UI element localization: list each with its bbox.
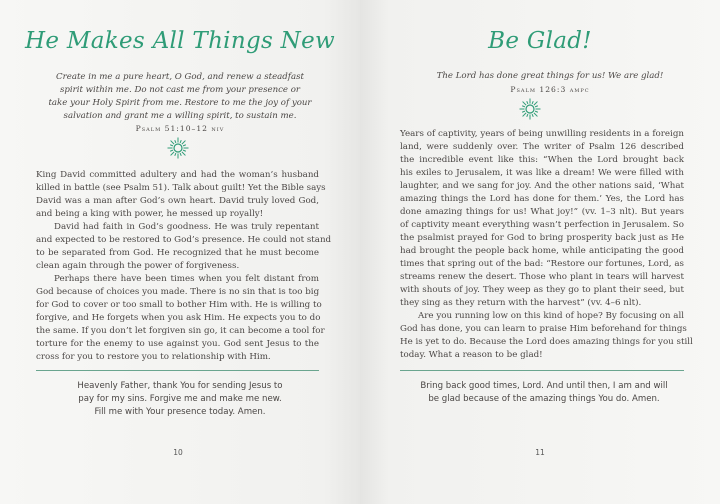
paragraph — [400, 310, 693, 362]
prayer — [396, 380, 692, 406]
text-line: times that spring out of the bad: “Restore our fortunes, Lord, as — [400, 259, 684, 269]
page-number: 11 — [535, 448, 545, 457]
text-line: amazing things the Lord has done for them.’ Yes, the Lord has — [400, 194, 684, 204]
epigraph — [30, 71, 330, 123]
paragraph — [36, 273, 325, 364]
text-line: streams renew the desert. Those who plant in tears will harvest — [400, 272, 684, 282]
scripture-reference: Psalm 126:3 ampc — [510, 85, 590, 94]
text-line: his exiles to Jerusalem, it was like a dream! We were filled with — [400, 168, 684, 178]
text-line: Are you running low on this kind of hope? By focusing on all — [418, 311, 684, 321]
scripture-reference: Psalm 51:10–12 niv — [135, 124, 225, 133]
text-line: spirit within me. Do not cast me from your presence or — [59, 85, 301, 95]
text-line: cross for you to restore you to relationship with Him. — [36, 352, 271, 362]
text-line: for God to cover or too small to bother Him with. He is willing to — [36, 300, 322, 310]
text-line: pay for my sins. Forgive me and make me new. — [78, 394, 282, 404]
divider — [400, 370, 684, 371]
divider — [36, 370, 319, 371]
text-line: forgive, and He forgets when you ask Him. He expects you to do — [36, 313, 321, 323]
text-line: David was a man after God’s own heart. David truly loved God, — [36, 196, 319, 206]
paragraph — [36, 221, 332, 273]
paragraph — [36, 169, 326, 221]
sunburst-icon — [519, 98, 541, 120]
epigraph — [400, 70, 700, 83]
text-line: with shouts of joy. They weep as they go to plant their seed, but — [400, 285, 684, 295]
text-line: clean again through the power of forgiveness. — [36, 261, 240, 271]
page-number: 10 — [173, 448, 183, 457]
text-line: Perhaps there have been times when you felt distant from — [54, 274, 319, 284]
text-line: God because of choices you made. There is no sin that is too big — [36, 287, 320, 297]
text-line: Fill me with Your presence today. Amen. — [94, 407, 266, 417]
devotional-body — [400, 128, 693, 362]
text-line: and being a king with power, he messed up royally! — [36, 209, 264, 219]
text-line: be glad because of the amazing things You do. Amen. — [428, 394, 660, 404]
text-line: had brought the people back home, while anticipating the good — [400, 246, 684, 256]
page-title: He Makes All Things New — [24, 28, 336, 54]
text-line: they sing as they return with the harvest” (vv. 4–6 nlt). — [400, 298, 642, 308]
text-line: The Lord has done great things for us! We are glad! — [436, 71, 664, 81]
paragraph — [400, 128, 684, 310]
text-line: take your Holy Spirit from me. Restore to me the joy of your — [48, 98, 312, 108]
text-line: the same. If you don’t let forgiven sin go, it can become a tool for — [36, 326, 325, 336]
text-line: the incredible event like this: “When the Lord brought back — [400, 155, 684, 165]
devotional-body — [36, 169, 332, 364]
text-line: killed in battle (see Psalm 51). Talk about guilt! Yet the Bible says — [36, 183, 326, 193]
right-page — [360, 0, 720, 504]
text-line: King David committed adultery and had the woman’s husband — [36, 170, 319, 180]
text-line: laughter, and we sang for joy. And the other nations said, ‘What — [400, 181, 684, 191]
text-line: Bring back good times, Lord. And until then, I am and will — [420, 381, 668, 391]
text-line: salvation and grant me a willing spirit, to sustain me. — [63, 111, 297, 121]
text-line: God has done, you can learn to praise Him beforehand for things — [400, 324, 687, 334]
text-line: and expected to be restored to God’s presence. He could not stand — [36, 235, 332, 245]
text-line: torture for the enemy to use against you. God sent Jesus to the — [36, 339, 319, 349]
text-line: done amazing things for us! What joy!” (vv. 1–3 nlt). But years — [400, 207, 684, 217]
text-line: to be separated from God. He recognized that he must become — [36, 248, 319, 258]
text-line: David had faith in God’s goodness. He was truly repentant — [54, 222, 319, 232]
text-line: He is yet to do. Because the Lord does amazing things for you still — [400, 337, 693, 347]
sunburst-icon — [167, 137, 189, 159]
page-title: Be Glad! — [488, 28, 592, 54]
text-line: Years of captivity, years of being unwilling residents in a foreign — [400, 129, 684, 139]
text-line: Create in me a pure heart, O God, and renew a steadfast — [56, 72, 304, 82]
text-line: today. What a reason to be glad! — [400, 350, 543, 360]
text-line: the psalmist prayed for God to bring prosperity back just as He — [400, 233, 684, 243]
text-line: Heavenly Father, thank You for sending Jesus to — [77, 381, 283, 391]
prayer — [30, 380, 330, 419]
text-line: of captivity meant everything wasn’t perfection in Jerusalem. So — [400, 220, 684, 230]
text-line: land, were suddenly over. The writer of Psalm 126 described — [400, 142, 684, 152]
